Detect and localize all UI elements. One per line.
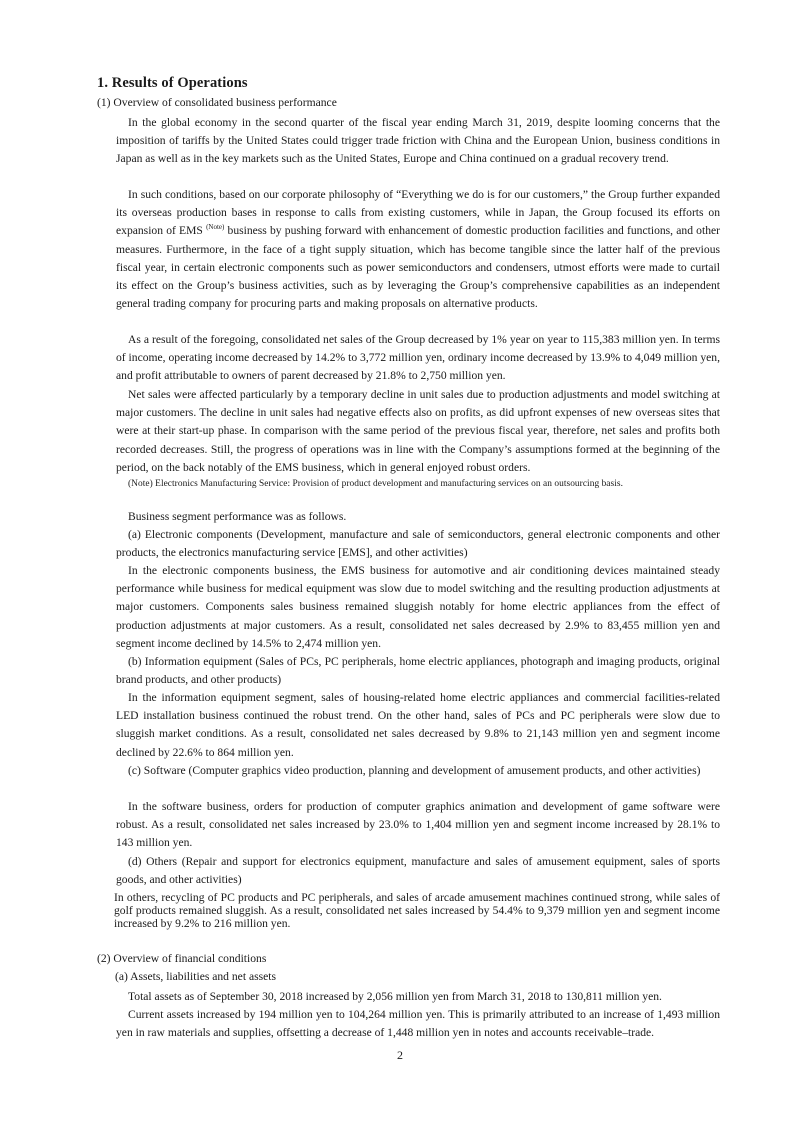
segment-a-body bbox=[116, 562, 720, 653]
paragraph-text: (c) Software (Computer graphics video production, planning and development of amusement products, and other activities) bbox=[128, 764, 701, 777]
paragraph-text: In the electronic components business, the EMS business for automotive and air conditioning devices maintained steady performance while business for medical equipment was slow due to model switching and the resulting production adjustments at major customers. Components sales business remained sluggish notably for home electric appliances from the effect of production adjustments at major customers. As a result, consolidated net sales decreased by 2.9% to 83,455 million yen and segment income declined by 14.5% to 2,474 million yen. bbox=[116, 564, 720, 650]
paragraph-text: In the information equipment segment, sales of housing-related home electric appliances and commercial facilities-related LED installation business continued the robust trend. On the other hand, sales of PCs and PC peripherals were slow due to sluggish market conditions. As a result, consolidated net sales decreased by 9.8% to 21,143 million yen and segment income declined by 22.6% to 864 million yen. bbox=[116, 691, 720, 759]
paragraph-corporate-philosophy bbox=[116, 186, 720, 313]
paragraph-results-summary bbox=[116, 331, 720, 386]
subsection-heading-financial-conditions: (2) Overview of financial conditions bbox=[97, 952, 267, 965]
paragraph-global-economy bbox=[116, 114, 720, 169]
subsection-heading-business-performance: (1) Overview of consolidated business performance bbox=[97, 96, 337, 109]
paragraph-text: Business segment performance was as follows. bbox=[128, 510, 347, 523]
paragraph-text: (d) Others (Repair and support for electronics equipment, manufacture and sales of amusement equipment, sales of sports goods, and other activities) bbox=[116, 855, 720, 887]
paragraph-text: As a result of the foregoing, consolidated net sales of the Group decreased by 1% year on year to 115,383 million yen. In terms of income, operating income decreased by 14.2% to 3,772 million yen, ordinary income decreased by 13.9% to 4,049 million yen, and profit attributable to owners of parent decreased by 21.8% to 2,750 million yen. bbox=[116, 333, 721, 383]
segment-d-heading bbox=[116, 853, 720, 889]
segment-b-heading bbox=[116, 653, 720, 689]
paragraph-text: (a) Electronic components (Development, manufacture and sale of semiconductors, general electronic components and other products, the electronics manufacturing service [EMS], and other activities) bbox=[116, 528, 720, 560]
segments-intro bbox=[116, 508, 720, 526]
page-number: 2 bbox=[397, 1048, 403, 1062]
paragraph-current-assets bbox=[116, 1006, 720, 1042]
segment-c-body bbox=[116, 798, 720, 853]
section-title: 1. Results of Operations bbox=[97, 75, 248, 91]
paragraph-text: In the global economy in the second quarter of the fiscal year ending March 31, 2019, despite looming concerns that the imposition of tariffs by the United States could trigger trade friction with China and the European Union, business conditions in Japan as well as in the key markets such as the United States, Europe and China continued on a gradual recovery trend. bbox=[116, 116, 720, 166]
segment-c-heading bbox=[116, 762, 720, 780]
paragraph-text: Current assets increased by 194 million yen to 104,264 million yen. This is primarily attributed to an increase of 1,493 million yen in raw materials and supplies, offsetting a decrease of 1,448 million yen in notes and accounts receivable–trade. bbox=[116, 1008, 720, 1040]
paragraph-total-assets bbox=[116, 988, 720, 1006]
paragraph-net-sales-analysis bbox=[116, 386, 720, 477]
paragraph-text: Net sales were affected particularly by a temporary decline in unit sales due to production adjustments and model switching at major customers. The decline in unit sales had negative effects also on profits, as did upfront expenses of new overseas sites that were at their start-up phase. In comparison with the same period of the previous fiscal year, therefore, net sales and profits both recorded decreases. Still, the progress of operations was in line with the Company’s assumptions formed at the beginning of the period, on the back notably of the EMS business, which in general enjoyed robust orders. bbox=[116, 388, 720, 474]
footnote-ems: (Note) Electronics Manufacturing Service: Provision of product development and manufacturing services on an outsourcing basis. bbox=[128, 479, 623, 489]
paragraph-text: (b) Information equipment (Sales of PCs, PC peripherals, home electric appliances, photograph and imaging products, original brand products, and other products) bbox=[116, 655, 720, 687]
paragraph-text: business by pushing forward with enhancement of domestic production facilities and functions, and other measures. Furthermore, in the face of a tight supply situation, which has become tangible since the latter half of the previous fiscal year, in certain electronic components such as power semiconductors and condensers, utmost efforts were made to curtail its effect on the Group’s business activities, such as by leveraging the Group’s comprehensive capabilities as an independent general trading company for procuring parts and making proposals on alternative products. bbox=[116, 224, 720, 311]
segment-d-body: In others, recycling of PC products and PC peripherals, and sales of arcade amusement machines continued strong, while sales of golf products remained sluggish. As a result, consolidated net sales increased by 54.4% to 9,379 million yen and segment income increased by 9.2% to 216 million yen. bbox=[114, 891, 720, 930]
segment-b-body bbox=[116, 689, 720, 762]
segment-a-heading bbox=[116, 526, 720, 562]
paragraph-text: In the software business, orders for production of computer graphics animation and development of game software were robust. As a result, consolidated net sales increased by 23.0% to 1,404 million yen and segment income increased by 28.1% to 143 million yen. bbox=[116, 800, 720, 850]
paragraph-text: Total assets as of September 30, 2018 increased by 2,056 million yen from March 31, 2018 to 130,811 million yen. bbox=[128, 990, 662, 1003]
note-reference: (Note) bbox=[206, 223, 225, 232]
paragraph-text: In such conditions, based on our corporate philosophy of “Everything we do is for our customers,” the Group further expanded its overseas production bases in response to calls from existing customers, while in Japan, the Group focused its efforts on expansion of EMS bbox=[116, 188, 720, 238]
sub-heading-assets-liabilities: (a) Assets, liabilities and net assets bbox=[115, 970, 276, 983]
